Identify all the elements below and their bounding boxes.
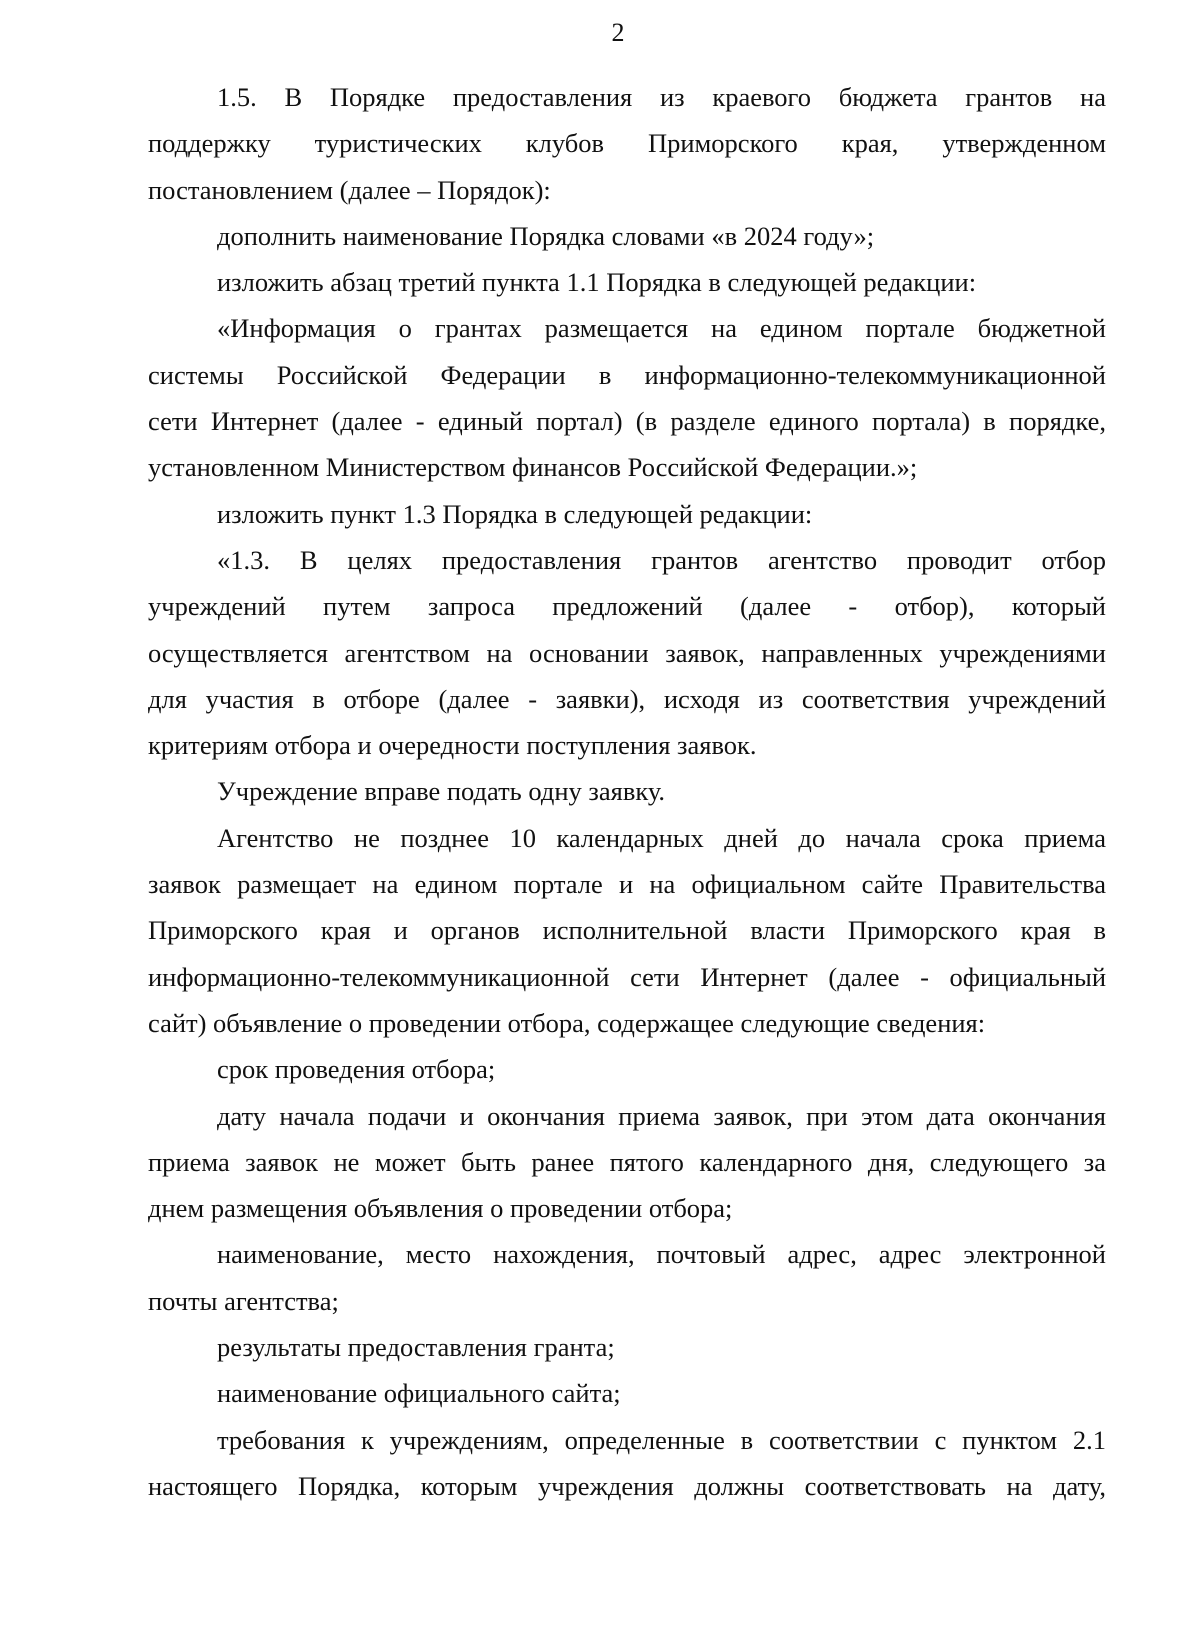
text-line: дополнить наименование Порядка словами «в 2024 году»;: [217, 220, 875, 251]
text-line: сети Интернет (далее - единый портал) (в разделе единого портала) в порядке,: [148, 406, 1106, 437]
text-line: постановлением (далее – Порядок):: [148, 174, 551, 205]
text-line: сайт) объявление о проведении отбора, содержащее следующие сведения:: [148, 1007, 986, 1038]
text-line: изложить пункт 1.3 Порядка в следующей редакции:: [217, 498, 813, 529]
text-line: для участия в отборе (далее - заявки), исходя из соответствия учреждений: [148, 683, 1106, 714]
text-line: Учреждение вправе подать одну заявку.: [217, 776, 666, 807]
page-number: 2: [611, 18, 625, 47]
text-line: 1.5. В Порядке предоставления из краевого бюджета грантов на: [217, 82, 1106, 112]
text-line: Приморского края и органов исполнительной власти Приморского края в: [148, 915, 1106, 946]
text-line: критериям отбора и очередности поступления заявок.: [148, 730, 757, 761]
text-line: изложить абзац третий пункта 1.1 Порядка в следующей редакции:: [217, 267, 977, 298]
text-line: поддержку туристических клубов Приморского края, утвержденном: [148, 128, 1106, 159]
text-line: Агентство не позднее 10 календарных дней до начала срока приема: [217, 822, 1106, 853]
text-line: приема заявок не может быть ранее пятого календарного дня, следующего за: [148, 1146, 1106, 1177]
text-line: «1.3. В целях предоставления грантов агентство проводит отбор: [217, 544, 1106, 575]
text-line: осуществляется агентством на основании заявок, направленных учреждениями: [148, 637, 1106, 668]
text-line: наименование, место нахождения, почтовый адрес, адрес электронной: [217, 1239, 1106, 1270]
text-line: днем размещения объявления о проведении отбора;: [148, 1193, 733, 1224]
text-line: настоящего Порядка, которым учреждения должны соответствовать на дату,: [148, 1470, 1106, 1501]
text-line: «Информация о грантах размещается на едином портале бюджетной: [217, 313, 1106, 344]
text-line: информационно-телекоммуникационной сети Интернет (далее - официальный: [148, 961, 1106, 992]
text-line: дату начала подачи и окончания приема заявок, при этом дата окончания: [217, 1100, 1106, 1131]
document-body: [148, 74, 1106, 1509]
text-line: результаты предоставления гранта;: [217, 1332, 615, 1363]
text-line: учреждений путем запроса предложений (далее - отбор), который: [148, 591, 1106, 622]
text-line: срок проведения отбора;: [217, 1054, 496, 1085]
text-line: системы Российской Федерации в информационно-телекоммуникационной: [148, 359, 1106, 390]
text-line: наименование официального сайта;: [217, 1378, 621, 1409]
text-line: заявок размещает на едином портале и на официальном сайте Правительства: [148, 869, 1106, 900]
text-block: [148, 74, 1106, 1509]
text-line: установленном Министерством финансов Российской Федерации.»;: [148, 452, 918, 483]
text-line: требования к учреждениям, определенные в соответствии с пунктом 2.1: [217, 1424, 1106, 1455]
text-line: почты агентства;: [148, 1285, 339, 1316]
